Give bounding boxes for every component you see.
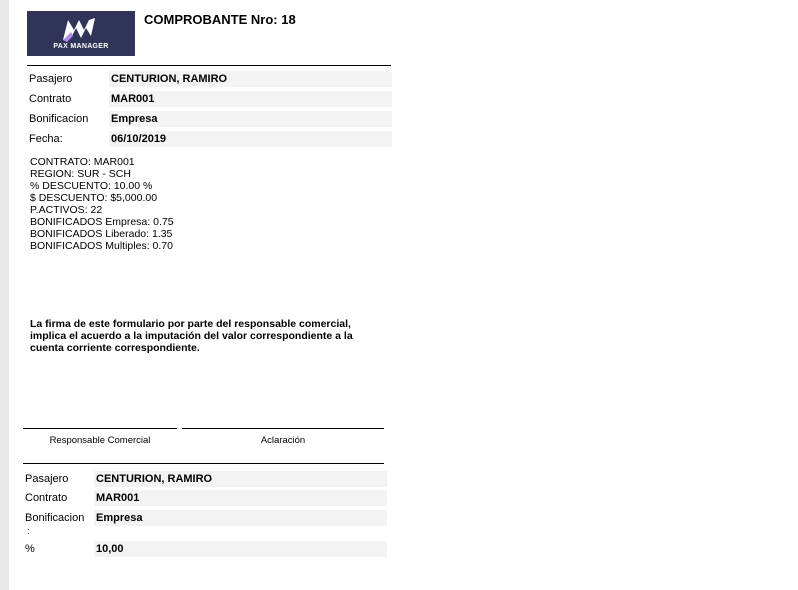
field-value: 06/10/2019	[109, 131, 392, 147]
field-value: MAR001	[94, 490, 387, 506]
info-line: P.ACTIVOS: 22	[30, 204, 103, 216]
signature-label-responsable: Responsable Comercial	[49, 435, 151, 446]
stub-row-contrato	[23, 490, 387, 506]
field-row-pasajero	[27, 71, 392, 87]
field-row-fecha	[27, 131, 392, 147]
legal-notice: La firma de este formulario por parte del responsable comercial, implica el acuerdo a la imputación del valor correspondiente a la cuenta corriente correspondiente.	[30, 318, 353, 354]
info-line: BONIFICADOS Multiples: 0.70	[30, 240, 173, 252]
field-label: Pasajero	[25, 473, 69, 485]
field-value: 10,00	[94, 541, 387, 557]
field-label: Bonificacion	[25, 512, 85, 524]
signature-line-right	[182, 428, 384, 429]
stub-row-percent	[23, 541, 387, 557]
page-title: COMPROBANTE Nro: 18	[144, 12, 296, 27]
info-line: CONTRATO: MAR001	[30, 156, 135, 168]
field-label: Contrato	[25, 492, 68, 504]
signature-line-left	[23, 428, 177, 429]
signature-label-aclaracion: Aclaración	[260, 435, 306, 446]
logo-text: PAX MANAGER	[53, 43, 109, 50]
field-value: CENTURION, RAMIRO	[94, 471, 387, 487]
info-line: % DESCUENTO: 10.00 %	[30, 180, 153, 192]
stub-row-pasajero	[23, 471, 387, 487]
field-value: MAR001	[109, 91, 392, 107]
info-line: BONIFICADOS Empresa: 0.75	[30, 216, 174, 228]
field-row-bonificacion	[27, 111, 392, 127]
logo-mark-icon	[61, 14, 101, 44]
wrapped-colon: :	[27, 526, 30, 536]
field-label: Contrato	[29, 93, 72, 105]
field-value: Empresa	[94, 510, 387, 526]
field-label: Fecha:	[29, 133, 63, 145]
field-value: Empresa	[109, 111, 392, 127]
left-margin-strip	[0, 0, 9, 590]
contract-info-block	[30, 156, 174, 252]
field-value: CENTURION, RAMIRO	[109, 71, 392, 87]
header-divider	[27, 65, 391, 66]
info-line: $ DESCUENTO: $5,000.00	[30, 192, 158, 204]
stub-divider	[23, 463, 384, 464]
field-row-contrato	[27, 91, 392, 107]
field-label: Pasajero	[29, 73, 73, 85]
field-label: %	[25, 543, 35, 555]
info-line: REGION: SUR - SCH	[30, 168, 131, 180]
pax-manager-logo	[27, 11, 135, 56]
stub-row-bonificacion	[23, 510, 387, 526]
info-line: BONIFICADOS Liberado: 1.35	[30, 228, 173, 240]
field-label: Bonificacion	[29, 113, 89, 125]
